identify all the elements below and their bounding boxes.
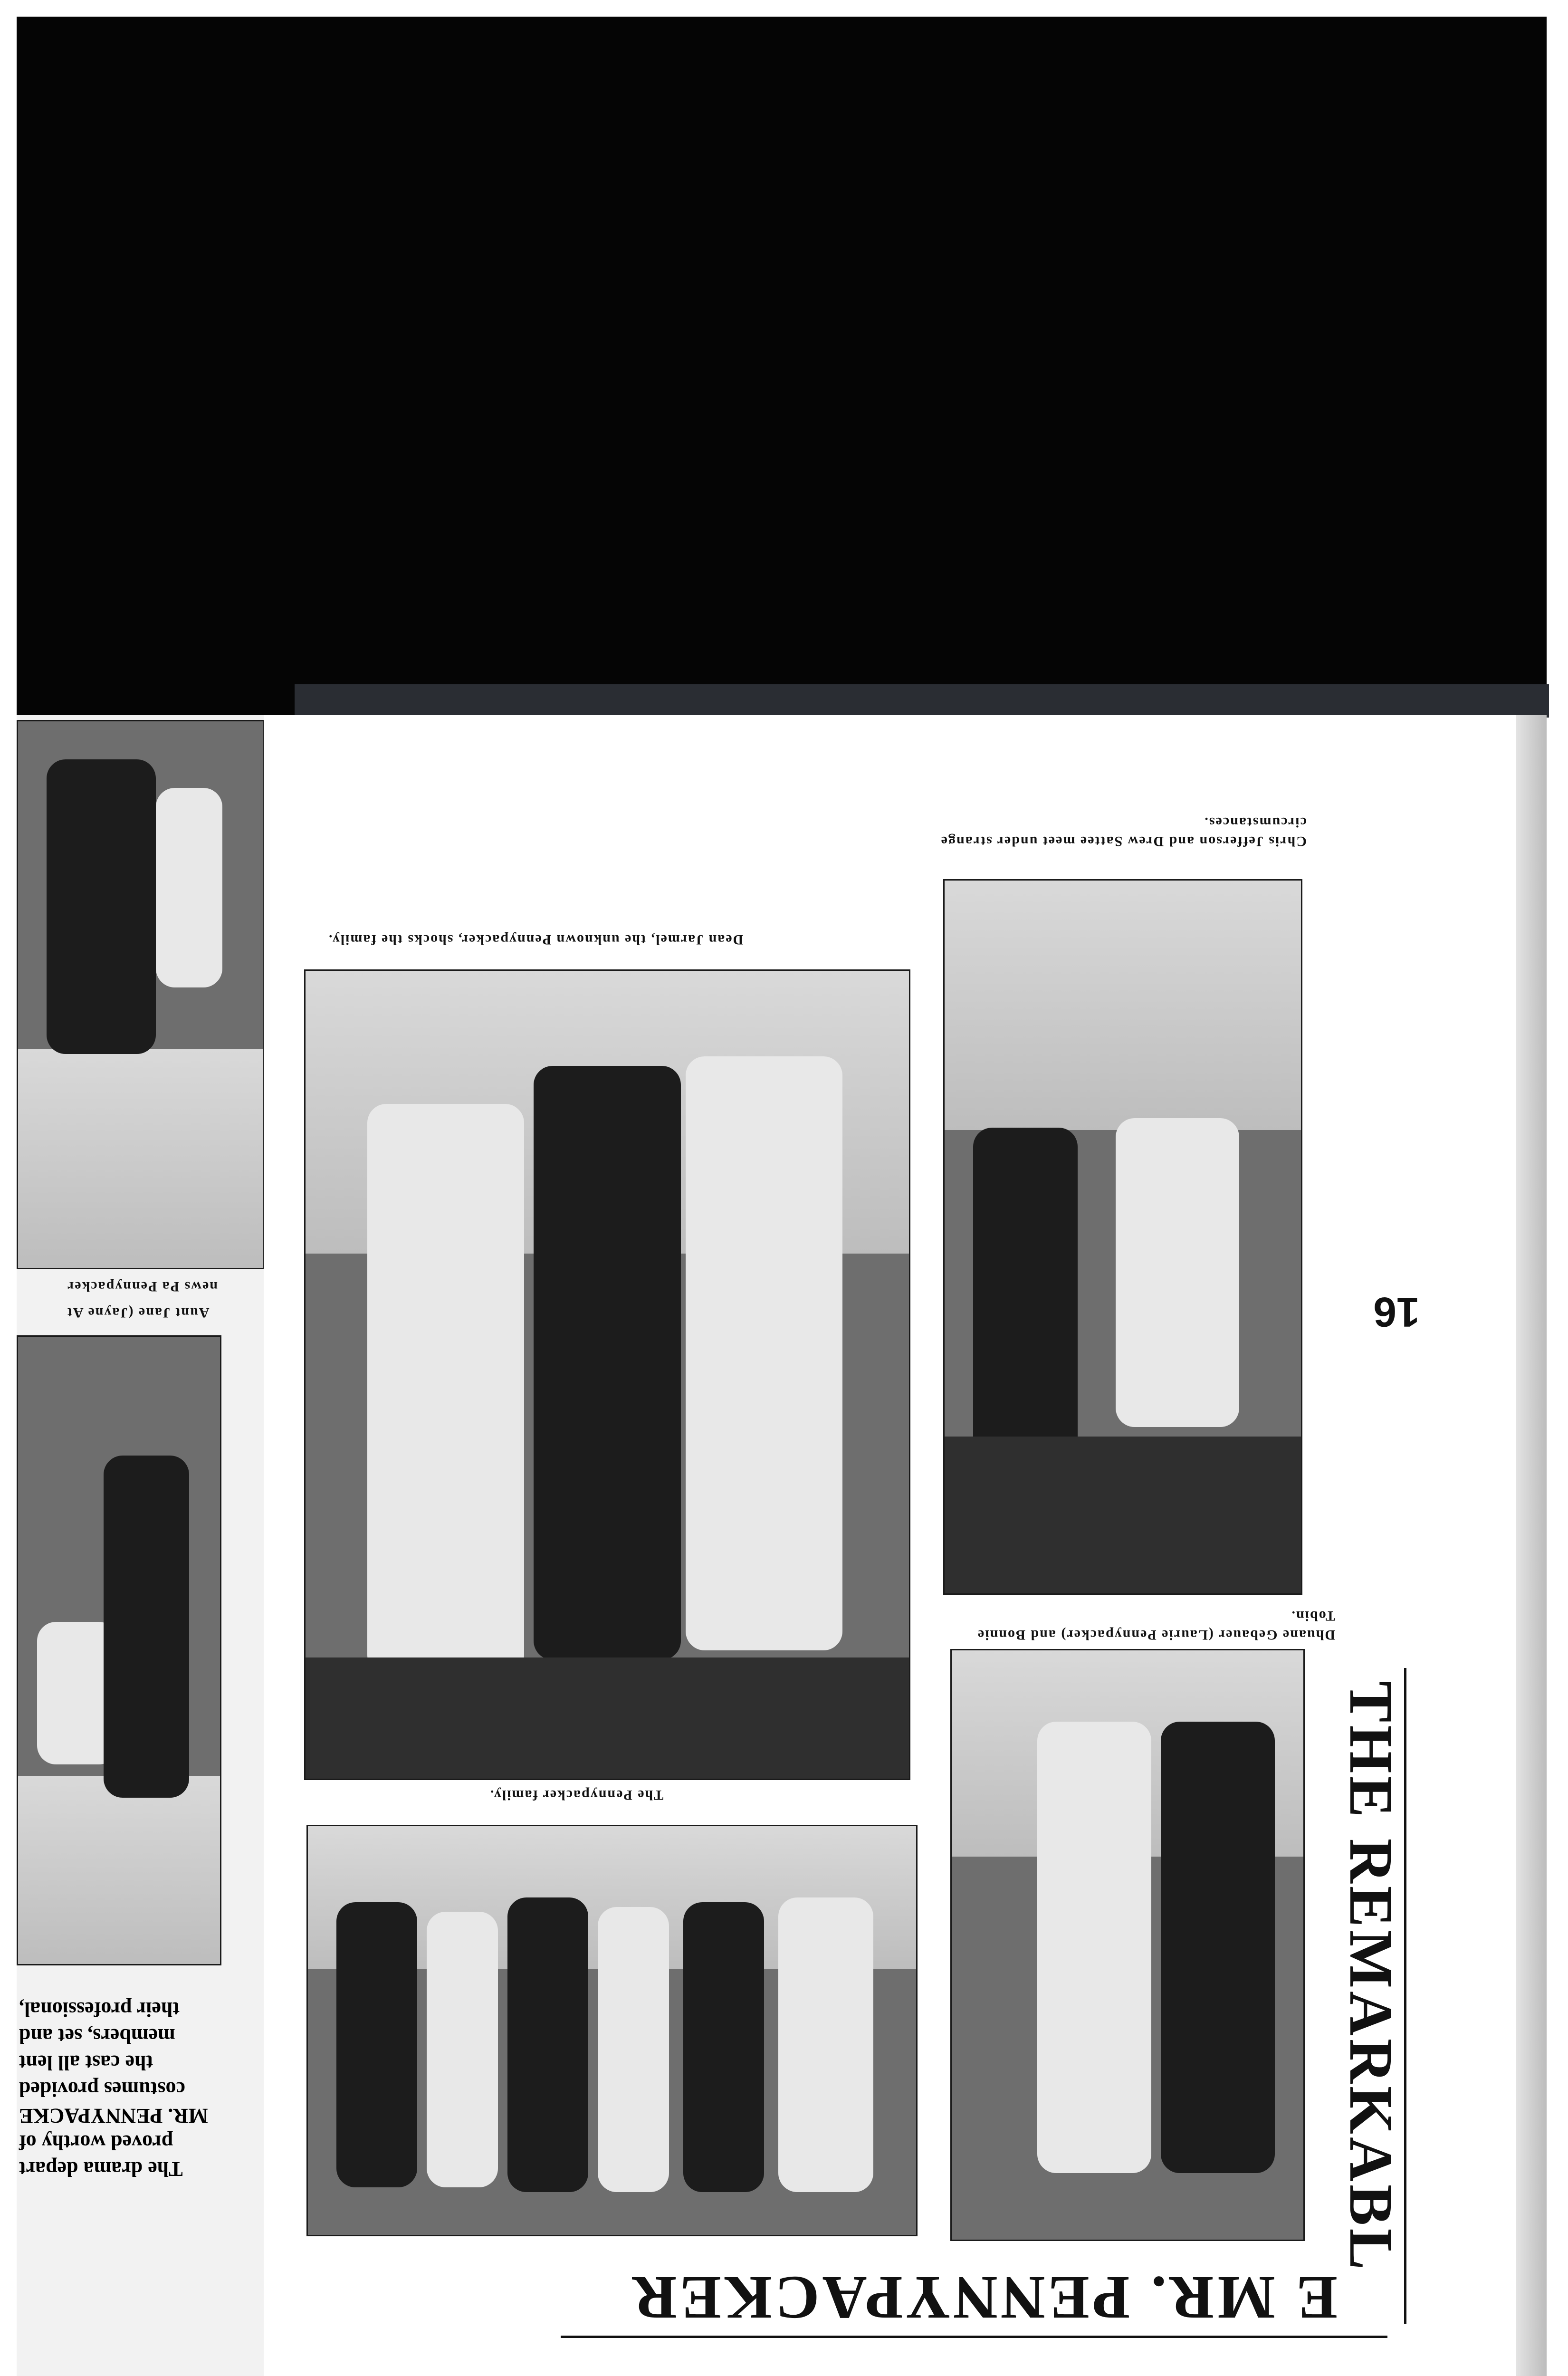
left-caption-line-1: Aunt Jane (Jayne At	[67, 1305, 210, 1321]
page-edge	[1516, 715, 1547, 2376]
photo-dean-jarmel	[304, 969, 910, 1780]
photo-family	[306, 1825, 918, 2236]
title-rule-horizontal	[561, 2336, 1387, 2338]
page-number: 16	[1373, 1289, 1420, 1336]
book-spine-band	[295, 684, 1549, 718]
caption-dean-jarmel: Dean Jarmel, the unknown Pennypacker, shocks the family.	[328, 932, 744, 948]
photo-dhuane-bonnie	[950, 1649, 1305, 2241]
left-photo-top	[17, 720, 264, 1269]
caption-dhuane-bonnie: Dhuane Gebauer (Laurie Pennypacker) and Bonnie Tobin.	[976, 1608, 1335, 1643]
caption-chris-drew: Chris Jefferson and Drew Sattee meet under strange circumstances.	[940, 814, 1307, 849]
dark-background	[17, 17, 1547, 715]
left-caption-line-2: news Pa Pennypacker	[67, 1279, 218, 1294]
photo-chris-drew	[943, 879, 1302, 1595]
left-paragraph: their professional, members, set and the cast all lent costumes provided MR. PENNYPACKE proved worthy of The drama depart	[19, 1998, 208, 2181]
title-line-2: E MR. PENNYPACKER	[630, 2263, 1338, 2332]
caption-family: The Pennypacker family.	[489, 1787, 664, 1803]
left-photo-middle	[17, 1335, 221, 1965]
title-line-1: THE REMARKABL	[1337, 1681, 1405, 2273]
